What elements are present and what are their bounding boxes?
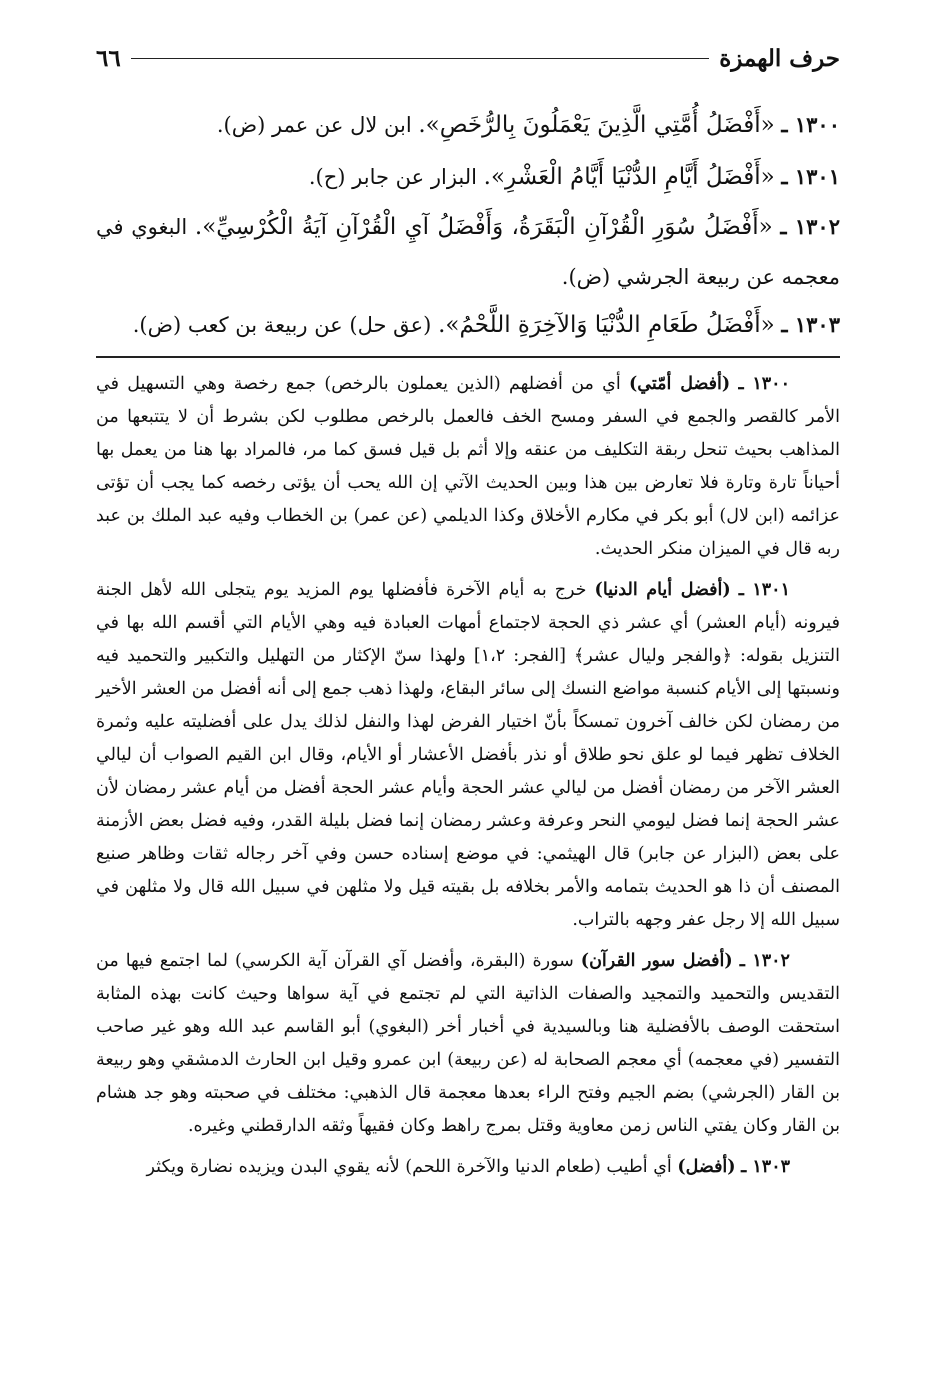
commentary-text: سورة (البقرة، وأفضل آي القرآن آية الكرسي) لما اجتمع فيها من التقديس والتحميد والتمجيد والصفات الذاتية التي لم تجتمع في آية سواها وحيث كانت بهذه المثابة استحقت الوصف بالأفضلية هنا وبالسيدية في أخبار أخر (البغوي) أبو القاسم عبد الله وهو غير صاحب التفسير (في معجمه) أي معجم الصحابة له (عن ربيعة) ابن عمرو وقيل ابن الحارث الدمشقي وهو ربيعة بن القار (الجرشي) بضم الجيم وفتح الراء بعدها معجمة قال الذهبي: مختلف في صحبته وهو جد هشام بن القار وكان يفتي الناس زمن معاوية وقتل بمرج راهط وكان فقيهاً وثقه الدارقطني وغيره. xyxy=(96,951,840,1136)
commentary-text: أي أطيب (طعام الدنيا والآخرة اللحم) لأنه يقوي البدن ويزيده نضارة ويكثر xyxy=(146,1157,678,1177)
hadith-number: ١٣٠٠ ـ xyxy=(781,112,840,137)
commentary-text: أي من أفضلهم (الذين يعملون بالرخص) جمع رخصة وهي التسهيل في الأمر كالقصر والجمع في السفر ومسح الخف فالعمل بالرخص مطلوب لكن بشرط أن لا يتتبعها من المذاهب بحيث تنحل ربقة التكليف من عنقه وإلا أثم بل قيل فسق كما مر، فالمراد بها هنا من يعمل بها أحياناً تارة وتارة فلا تعارض بين هذا وبين الحديث الآتي إن الله يحب أن يؤتى رخصه كما يجب أن تؤتى عزائمه (ابن لال) أبو بكر في مكارم الأخلاق وكذا الديلمي (عن عمر) بن الخطاب وفيه عبد الملك بن عبد ربه قال في الميزان منكر الحديث. xyxy=(96,374,840,559)
section-title: حرف الهمزة xyxy=(719,44,840,72)
commentary-number: ١٣٠٣ ـ xyxy=(741,1157,790,1177)
header-rule xyxy=(131,58,709,59)
commentary-number: ١٣٠١ ـ xyxy=(738,580,790,600)
hadith-1300 xyxy=(96,100,840,150)
commentary-lead: (أفضل) xyxy=(677,1157,736,1177)
hadith-text: «أَفْضَلُ طَعَامِ الدُّنْيَا وَالآخِرَةِ اللَّحْمُ». xyxy=(438,312,775,338)
hadith-1301 xyxy=(96,152,840,202)
hadith-number: ١٣٠٢ ـ xyxy=(780,214,840,239)
commentary-1301 xyxy=(96,574,840,937)
footnote-divider xyxy=(96,356,840,358)
hadith-1302 xyxy=(96,202,840,302)
commentary-1300 xyxy=(96,368,840,566)
commentary-section xyxy=(96,368,840,1192)
commentary-text: خرج به أيام الآخرة فأفضلها يوم المزيد يوم يتجلى الله لأهل الجنة فيرونه (أيام العشر) أي عشر ذي الحجة لاجتماع أمهات العبادة فيه وهي الأيام التي أقسم الله بها في التنزيل بقوله: ﴿والفجر وليال عشر﴾ [الفجر: ١،٢] ولهذا سنّ الإكثار من التهليل والتكبير والتحميد فيه ونسبتها إلى الأيام كنسبة مواضع النسك إلى سائر البقاع، ولهذا ذهب جمع إلى أنه أفضل من العشر الأخير من رمضان لكن خالف آخرون تمسكاً بأنّ اختيار الفرض لهذا والنفل لذلك يدل على أفضليته عليه وثمرة الخلاف تظهر فيما لو علق نحو طلاق أو نذر بأفضل الأعشار أو الأيام، وقال ابن القيم الصواب أن ليالي العشر الآخر من رمضان أفضل من ليالي عشر الحجة وأيام عشر الحجة أفضل من أيام عشر رمضان لأن عشر الحجة إنما فضل ليومي النحر وعرفة وعشر رمضان إنما فضل بليلة القدر، وفيه فضل بعض الأزمنة على بعض (البزار عن جابر) قال الهيثمي: في موضع إسناده حسن وفي آخر رجاله ثقات وظاهر صنيع المصنف أن ذا هو الحديث بتمامه والأمر بخلافه بل بقيته قيل ولا مثلهن في سبيل الله قال ولا مثلهن في سبيل الله إلا رجل عفر وجهه بالتراب. xyxy=(96,580,840,930)
commentary-lead: (أفضل أمّتي) xyxy=(629,374,731,394)
commentary-1302 xyxy=(96,945,840,1143)
commentary-lead: (أفضل أيام الدنيا) xyxy=(594,580,731,600)
hadith-text: «أَفْضَلُ أُمَّتِي الَّذِينَ يَعْمَلُونَ بِالرُّخَصِ». xyxy=(418,112,775,138)
commentary-1303 xyxy=(96,1151,840,1184)
hadith-source: (عق حل) عن ربيعة بن كعب (ض). xyxy=(132,313,439,337)
hadith-text: «أَفْضَلُ سُوَرِ الْقُرْآنِ الْبَقَرَةُ، وَأَفْضَلُ آيِ الْقُرْآنِ آيَةُ الْكُرْسِيِّ». xyxy=(194,214,773,240)
hadith-source: البزار عن جابر (ح). xyxy=(308,165,484,189)
commentary-number: ١٣٠٠ ـ xyxy=(738,374,790,394)
commentary-number: ١٣٠٢ ـ xyxy=(739,951,790,971)
hadith-number: ١٣٠١ ـ xyxy=(781,164,840,189)
hadith-source: ابن لال عن عمر (ض). xyxy=(216,113,419,137)
page-number: ٦٦ xyxy=(96,44,121,72)
hadith-text: «أَفْضَلُ أَيَّامِ الدُّنْيَا أَيَّامُ الْعَشْرِ». xyxy=(483,164,775,190)
commentary-lead: (أفضل سور القرآن) xyxy=(580,951,733,971)
hadith-source: البغوي في معجمه عن ربيعة الجرشي (ض). xyxy=(96,215,840,289)
hadith-number: ١٣٠٣ ـ xyxy=(781,312,840,337)
hadith-1303 xyxy=(96,300,840,350)
page-header xyxy=(96,38,840,78)
